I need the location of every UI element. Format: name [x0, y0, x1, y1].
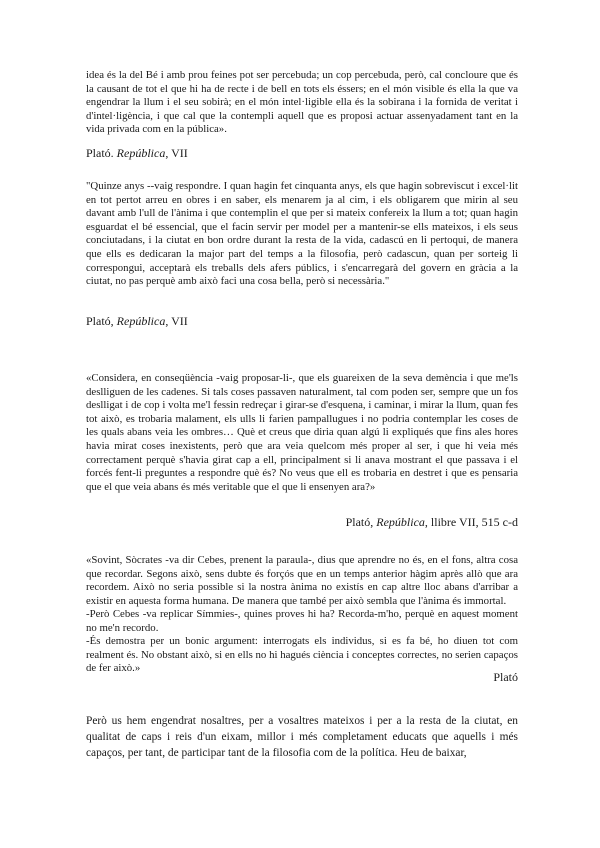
quote-4-line-2: -Però Cebes -va replicar Símmies-, quines proves hi ha? Recorda-m'ho, perquè en aquest moment no me'n recordo. — [86, 608, 518, 634]
citation-work: República — [116, 146, 166, 160]
quote-1-citation — [86, 146, 188, 160]
quote-4-text: «Sovint, Sòcrates -va dir Cebes, prenent la paraula-, dius que aprendre no és, en el fons, altra cosa que recordar. Segons això, sens dubte és forçós que en un temps anterior hàgim après allò que ara recordem. Això no seria possible si la nostra ànima no existís en cap altre lloc abans d'arribar a existir en aquesta forma humana. De manera que també per això sembla que l'ànima és immortal. — [86, 554, 518, 607]
citation-author: Plató, — [345, 515, 377, 529]
quote-4-citation: Plató — [493, 670, 518, 684]
quote-4-line-3: -És demostra per un bonic argument: interrogats els individus, si es fa bé, ho diuen tot com realment és. No obstant això, si en ells no hi hagués ciència i conceptes correctes, no serien capaços de fer això.» — [86, 635, 518, 675]
citation-ref: , VII — [165, 314, 188, 328]
citation-work: República — [376, 515, 425, 529]
quote-3-text: «Considera, en conseqüència -vaig proposar-li-, que els guareixen de la seva demència i que me'ls deslliguen de les cadenes. Si tals coses passaven naturalment, tal com poden ser, sempre que un fos deslligat i de cop i volta me'l fessin redreçar i girar-se d'esquena, i caminar, i mirar la llum, quan fes tot això, es trobaria malament, els ulls li farien pampallugues i no podria contemplar les coses de les quals abans veia les ombres… Què et creus que diria quan algú li expliqués que fins ales hores havia mirat coses inexistents, però que ara veia quelcom més proper al ser, i que hi veia més correctament perquè s'havia girat cap a ell, principalment si li anava mostrant el que passava i el forcés fent-li preguntes a respondre què és? No veus que ell es trobaria en destret i que es pensaria que el que veia abans és més veritable que el que li ensenyen ara?» — [86, 372, 518, 493]
quote-3-citation — [86, 515, 518, 529]
citation-author: Plató. — [86, 146, 114, 160]
quote-2-citation — [86, 314, 188, 328]
citation-author: Plató, — [86, 314, 117, 328]
citation-ref: , llibre VII, 515 c-d — [424, 515, 518, 529]
closing-paragraph: Però us hem engendrat nosaltres, per a vosaltres mateixos i per a la resta de la ciutat, en qualitat de caps i reis d'un eixam, millor i més completament educats que aquells i més capaços, per tant, de participar tant de la filosofia com de la política. Heu de baixar, — [86, 715, 518, 759]
quote-1-text: idea és la del Bé i amb prou feines pot ser percebuda; un cop percebuda, però, cal concloure que és la causant de tot el que hi ha de recte i de bell en tots els éssers; en el món visible és ella la que va engendrar la llum i el seu sobirà; en el món intel·ligible ella és la sobirana i la fornida de veritat i d'intel·ligència, i que cal que la contempli aquell que es proposi actuar assenyadament tant en la vida privada com en la pública». — [86, 69, 518, 136]
quote-2-text: "Quinze anys --vaig respondre. I quan hagin fet cinquanta anys, els que hagin sobreviscut i excel·lit en tot pertot arreu en obres i en saber, els menarem ja al cim, i els obligarem que mirin al seu davant amb l'ull de l'ànima i que contemplin el que per si mateix confereix la llum a tot; quan hagin esguardat el bé essencial, que el facin servir per model per a mantenir-se ells mateixos, i els seus conciutadans, i la ciutat en bon ordre durant la resta de la vida, cadascú en li pertoqui, de manera que ells es dedicaran la major part del temps a la filosofia, però cadascun, quan per sorteig li correspongui, acceptarà els treballs dels afers públics, i s'encarregarà del govern en gràcia a la ciutat, no pas perquè amb això faci una cosa bella, però si necessària." — [86, 180, 518, 288]
citation-work: República — [116, 314, 166, 328]
citation-ref: , VII — [165, 146, 188, 160]
